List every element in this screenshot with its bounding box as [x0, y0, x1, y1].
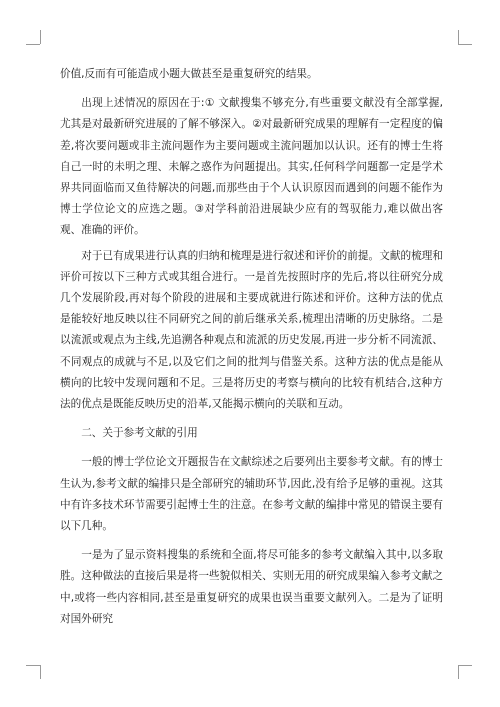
crop-mark-bottom-right-horizontal	[458, 665, 472, 666]
paragraph-causes: 出现上述情况的原因在于:① 文献搜集不够充分,有些重要文献没有全部掌握,尤其是对最新研究进展的了解不够深入。②对最新研究成果的理解有一定程度的偏差,将次要问题或非主流问题作为主要问题或主流问题加以认识。还有的博士生将自己一时的未明之理、未解之惑作为问题提出。其实,任何科学问题都一定是学术界共同面临而又鱼待解决的问题,而那些由于个人认识原因而遇到的问题不能作为博士学位论文的应选之题。③对学科前沿进展缺少应有的驾驭能力,难以做出客观、准确的评价。	[60, 97, 443, 237]
crop-mark-bottom-left-vertical	[40, 665, 41, 679]
section-heading-references: 二、关于参考文献的引用	[81, 427, 198, 440]
paragraph-continuation: 价值,反而有可能造成小题大做甚至是重复研究的结果。	[60, 68, 318, 80]
crop-mark-top-right-vertical	[458, 30, 459, 44]
paragraph-common-errors: 一是为了显示资料搜集的系统和全面,将尽可能多的参考文献编入其中,以多取胜。这种做法的直接后果是将一些貌似相关、实则无用的研究成果编入参考文献之中,或将一些内容相同,甚至是重复研究的成果也误当重要文献列入。二是为了证明对国外研究	[60, 549, 443, 625]
crop-mark-top-right-horizontal	[458, 44, 472, 45]
crop-mark-top-left-horizontal	[26, 44, 40, 45]
document-body	[60, 64, 443, 630]
crop-mark-bottom-right-vertical	[458, 665, 459, 679]
paragraph-literature-review-methods: 对于已有成果进行认真的归纳和梳理是进行叙述和评价的前提。文献的梳理和评价可按以下三种方式或其组合进行。一是首先按照时序的先后,将以往研究分成几个发展阶段,再对每个阶段的进展和主要成就进行陈述和评价。这种方法的优点是能较好地反映以往不同研究之间的前后继承关系,梳理出清晰的历史脉络。二是以流派或观点为主线,先追溯各种观点和流派的历史发展,再进一步分析不同流派、不同观点的成就与不足,以及它们之间的批判与借鉴关系。这种方法的优点是能从横向的比较中发现问题和不足。三是将历史的考察与横向的比较有机结合,这种方法的优点是既能反映历史的沿革,又能揭示横向的关联和互动。	[60, 249, 443, 411]
paragraph-references-intro: 一般的博士学位论文开题报告在文献综述之后要列出主要参考文献。有的博士生认为,参考文献的编排只是全部研究的辅助环节,因此,没有给予足够的重视。这其中有许多技术环节需要引起博士生的注意。在参考文献的编排中常见的错误主要有以下几种。	[60, 456, 443, 533]
crop-mark-bottom-left-horizontal	[26, 665, 40, 666]
crop-mark-top-left-vertical	[40, 30, 41, 44]
